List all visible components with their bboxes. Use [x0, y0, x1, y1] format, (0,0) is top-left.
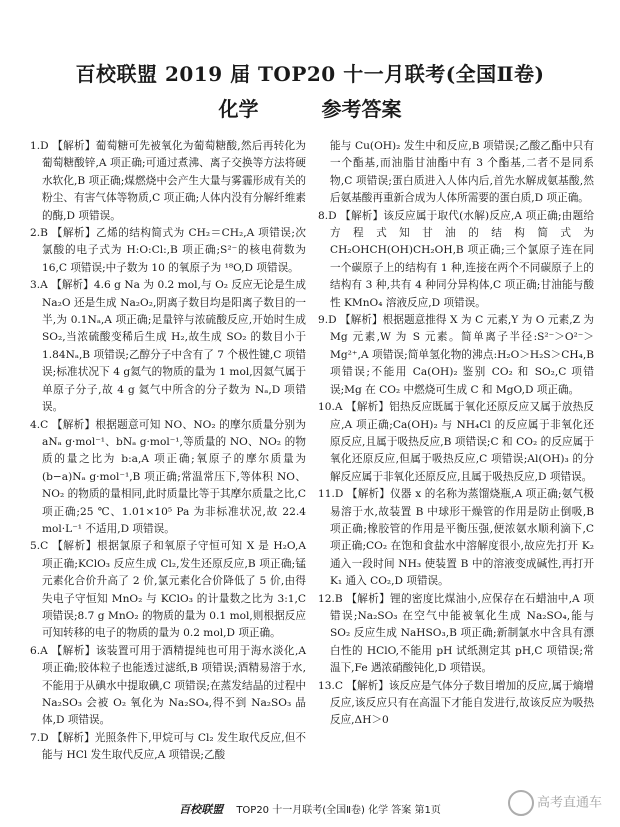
page-title: 百校联盟 2019 届 TOP20 十一月联考(全国Ⅱ卷) [75, 62, 545, 86]
right-column [318, 138, 594, 730]
answer-item: 12.B 【解析】锂的密度比煤油小,应保存在石蜡油中,A 项错误;Na₂SO₃ 在空气中能被氧化生成 Na₂SO₄,能与 SO₂ 反应生成 NaHSO₃,B 项正确;新制氯水中含具有漂白性的 HClO,不能用 pH 试纸测定其 pH,C 项错误;常温下,Fe 遇浓硝酸钝化,D 项错误。 [318, 592, 594, 675]
answer-item: 6.A 【解析】该装置可用于酒精提纯也可用于海水淡化,A 项正确;胶体粒子也能透过滤纸,B 项错误;酒精易溶于水,不能用于从碘水中提取碘,C 项错误;在蒸发结晶的过程中 Na₂SO₃ 会被 O₂ 氧化为 Na₂SO₄,得不到 Na₂SO₃ 晶体,D 项错误。 [30, 644, 306, 727]
answer-item: 2.B 【解析】乙烯的结构简式为 CH₂＝CH₂,A 项错误;次氯酸的电子式为 H:O:Cl:,B 项正确;S²⁻的核电荷数为 16,C 项错误;中子数为 10 的氧原子为 ¹⁸O,D 项错误。 [30, 227, 306, 274]
answer-item: 11.D 【解析】仪器 x 的名称为蒸馏烧瓶,A 项正确;氨气极易溶于水,故装置 B 中球形干燥管的作用是防止倒吸,B 项正确;橡胶管的作用是平衡压强,便浓氨水顺利滴下,C 项正确;CO₂ 在饱和食盐水中溶解度很小,故应先打开 K₂ 通入一段时间 NH₃ 使装置 B 中的溶液变成碱性,再打开 K₁ 通入 CO₂,D 项错误。 [318, 488, 594, 588]
answer-item: 7.D 【解析】光照条件下,甲烷可与 Cl₂ 发生取代反应,但不能与 HCl 发生取代反应,A 项错误;乙酸 [30, 731, 306, 762]
page-subtitle [0, 93, 620, 122]
footer-text: TOP20 十一月联考(全国Ⅱ卷) 化学 答案 第1页 [236, 805, 441, 816]
answer-item: 8.D 【解析】该反应属于取代(水解)反应,A 项正确;由题给方程式知甘油的结构简式为 CH₂OHCH(OH)CH₂OH,B 项正确;三个氯原子连在同一个碳原子上的结构有 1 种,连接在两个不同碳原子上的结构有 3 种,共有 4 种同分异构体,C 项正确;甘油能与酸性 KMnO₄ 溶液反应,D 项错误。 [318, 209, 594, 309]
left-column [30, 138, 306, 765]
footer-brand: 百校联盟 [179, 803, 224, 816]
answer-item: 1.D 【解析】葡萄糖可先被氧化为葡萄糖酸,然后再转化为葡萄糖酸锌,A 项正确;可通过煮沸、离子交换等方法将硬水软化,B 项正确;煤燃烧中会产生大量与雾霾形成有关的粉尘、有害气体等物质,C 项正确;人体内没有分解纤维素的酶,D 项错误。 [30, 140, 306, 222]
answer-item: 5.C 【解析】根据氯原子和氧原子守恒可知 X 是 H₂O,A 项正确;KClO₃ 反应生成 Cl₂,发生还原反应,B 项正确;锰元素化合价升高了 2 价,氯元素化合价降低了 5 价,由得失电子守恒知 MnO₂ 与 KClO₃ 的计量数之比为 3:1,C 项错误;8.7 g MnO₂ 的物质的量为 0.1 mol,则根据反应可知转移的电子的物质的量为 0.2 mol,D 项正确。 [30, 540, 306, 640]
watermark-text: 高考直通车 [537, 795, 603, 811]
answer-item: 能与 Cu(OH)₂ 发生中和反应,B 项错误;乙酸乙酯中只有一个酯基,而油脂甘油酯中有 3 个酯基,二者不是同系物,C 项错误;蛋白质进入人体内后,首先水解成氨基酸,然后氨基酸再重新合成为人体所需要的蛋白质,D 项正确。 [330, 140, 594, 205]
watermark-stamp-icon [508, 790, 534, 816]
answer-item: 4.C 【解析】根据题意可知 NO、NO₂ 的摩尔质量分别为 aNₐ g·mol⁻¹、bNₐ g·mol⁻¹,等质量的 NO、NO₂ 的物质的量之比为 b:a,A 项正确;氧原子的摩尔质量为(b−a)Nₐ g·mol⁻¹,B 项正确;常温常压下,等体积 NO、NO₂ 的物质的量相同,此时质量比等于其摩尔质量之比,C 项正确;25 ℃、1.01×10⁵ Pa 为非标准状况,故 22.4 mol·L⁻¹ 不适用,D 项错误。 [30, 418, 306, 535]
doc-type-label: 参考答案 [321, 97, 402, 121]
subject-label: 化学 [218, 97, 259, 121]
watermark [508, 790, 608, 824]
answer-item: 3.A 【解析】4.6 g Na 为 0.2 mol,与 O₂ 反应无论是生成 Na₂O 还是生成 Na₂O₂,阴离子数目均是阳离子数目的一半,为 0.1Nₐ,A 项正确;足量锌与浓硫酸反应,开始时生成 SO₂,当浓硫酸变稀后生成 H₂,故生成 SO₂ 的数目小于 1.84Nₐ,B 项错误;乙醇分子中含有了 7 个极性键,C 项错误;标准状况下 4 g氦气的物质的量为 1 mol,因氦气属于单原子分子,故 4 g 氦气中所含的分子数为 Nₐ,D 项错误。 [30, 279, 306, 414]
answer-item: 10.A 【解析】铝热反应既属于氧化还原反应又属于放热反应,A 项正确;Ca(OH)₂ 与 NH₄Cl 的反应属于非氧化还原反应,且属于吸热反应,B 项错误;C 和 CO₂ 的反应属于氧化还原反应,但属于吸热反应,C 项错误;Al(OH)₃ 的分解反应属于非氧化还原反应,且属于吸热反应,D 项错误。 [318, 401, 594, 483]
answer-item: 13.C 【解析】该反应是气体分子数目增加的反应,属于熵增反应,该反应只有在高温下才能自发进行,故该反应为吸热反应,ΔH＞0 [318, 679, 594, 727]
answer-item: 9.D 【解析】根据题意推得 X 为 C 元素,Y 为 O 元素,Z 为 Mg 元素,W 为 S 元素。简单离子半径:S²⁻＞O²⁻＞Mg²⁺,A 项错误;简单氢化物的沸点:H₂O＞H₂S＞CH₄,B 项错误;不能用 Ca(OH)₂ 鉴别 CO₂ 和 SO₂,C 项错误;Mg 在 CO₂ 中燃烧可生成 C 和 MgO,D 项正确。 [318, 314, 594, 396]
